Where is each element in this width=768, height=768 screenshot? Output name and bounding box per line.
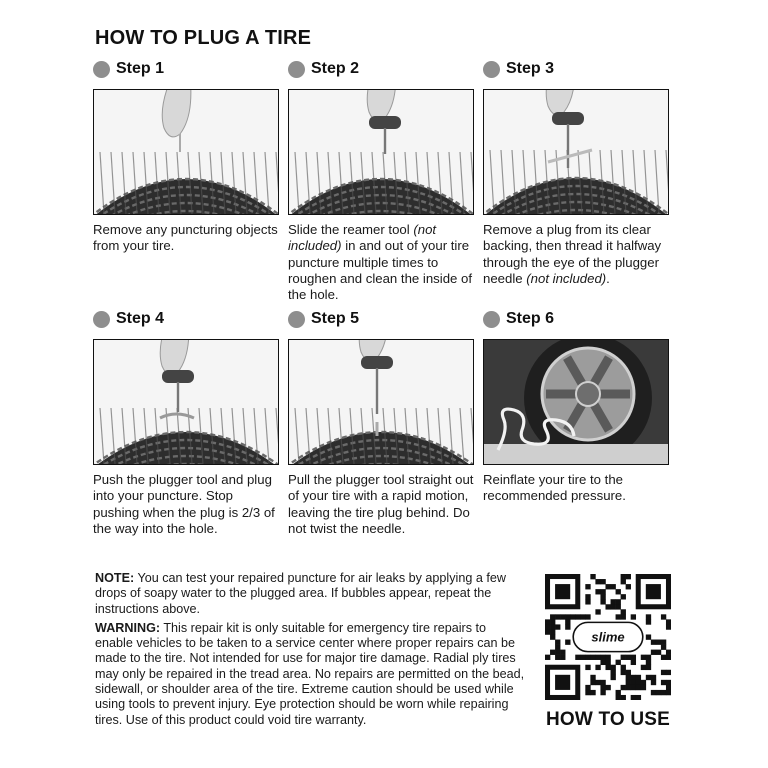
step-bullet-icon	[93, 61, 110, 78]
slime-logo-text: slime	[591, 629, 625, 645]
note-paragraph	[95, 571, 525, 617]
caption-italic-run: (not included)	[288, 222, 437, 254]
step-bullet-icon	[288, 311, 305, 328]
caption-text-run: Push the plugger tool and plug into your puncture. Stop pushing when the plug is 2/3 of the way into the hole.	[93, 472, 275, 536]
notes-section	[95, 571, 525, 732]
step-photo	[288, 89, 474, 215]
caption-italic-run: (not included)	[526, 270, 607, 286]
step-caption	[93, 222, 279, 255]
step-photo	[483, 339, 669, 465]
note-label: NOTE:	[95, 571, 135, 585]
page-title: HOW TO PLUG A TIRE	[95, 27, 312, 49]
step-label: Step 3	[506, 60, 555, 77]
caption-text-run: Pull the plugger tool straight out of your tire with a rapid motion, leaving the tire plug behind. Do not twist the needle.	[288, 472, 474, 536]
step-caption	[93, 472, 279, 537]
note-text: You can test your repaired puncture for air leaks by applying a few drops of soapy water to the plugged area. If bubbles appear, repeat the instructions above.	[95, 571, 506, 616]
step-6	[483, 308, 669, 505]
step-bullet-icon	[483, 311, 500, 328]
step-caption	[483, 222, 669, 287]
caption-text-run: in and out of your tire puncture multiple times to roughen and clean the inside of the hole.	[288, 238, 473, 303]
step-bullet-icon	[288, 61, 305, 78]
step-2	[288, 58, 474, 303]
warning-label: WARNING:	[95, 620, 161, 635]
qr-code-graphic	[545, 574, 671, 700]
step-illustration	[289, 90, 473, 214]
step-label: Step 2	[311, 60, 360, 77]
step-illustration	[289, 340, 473, 464]
step-photo	[93, 339, 279, 465]
step-photo	[93, 89, 279, 215]
caption-text-run: Slide the reamer tool	[288, 222, 414, 237]
qr-section	[545, 574, 671, 731]
step-4	[93, 308, 279, 537]
qr-code[interactable]	[545, 574, 671, 700]
step-illustration	[484, 340, 668, 464]
step-bullet-icon	[93, 311, 110, 328]
step-label: Step 4	[116, 310, 165, 327]
caption-text-run: Reinflate your tire to the recommended pressure.	[483, 472, 626, 504]
step-caption	[288, 222, 474, 303]
step-illustration	[94, 90, 278, 214]
step-label: Step 5	[311, 310, 360, 327]
step-label: Step 1	[116, 60, 165, 77]
step-caption	[288, 472, 474, 537]
step-bullet-icon	[483, 61, 500, 78]
step-illustration	[484, 90, 668, 214]
step-label: Step 6	[506, 310, 555, 327]
step-1	[93, 58, 279, 255]
step-photo	[483, 89, 669, 215]
caption-text-run: .	[606, 270, 610, 286]
qr-caption: HOW TO USE	[545, 709, 671, 730]
caption-text-run: Remove any puncturing objects from your tire.	[93, 222, 278, 254]
step-3	[483, 58, 669, 287]
warning-paragraph	[95, 621, 525, 728]
step-caption	[483, 472, 669, 505]
step-photo	[288, 339, 474, 465]
step-illustration	[94, 340, 278, 464]
warning-text: This repair kit is only suitable for emergency tire repairs to enable vehicles to be taken to a service center where proper repairs can be made to the tire. Not intended for use for major tire damage. Radial ply tires may only be repaired in the tread area. No repairs are permitted on the bead, sidewall, or shoulder area of the tire. Extreme caution should be used while using tools to prevent injury. Eye protection should be worn while repairing tires. Use of this product could void tire warranty.	[95, 620, 525, 727]
step-5	[288, 308, 474, 537]
caption-text-run: Remove a plug from its clear backing, then thread it halfway through the eye of the plugger needle	[483, 222, 662, 286]
